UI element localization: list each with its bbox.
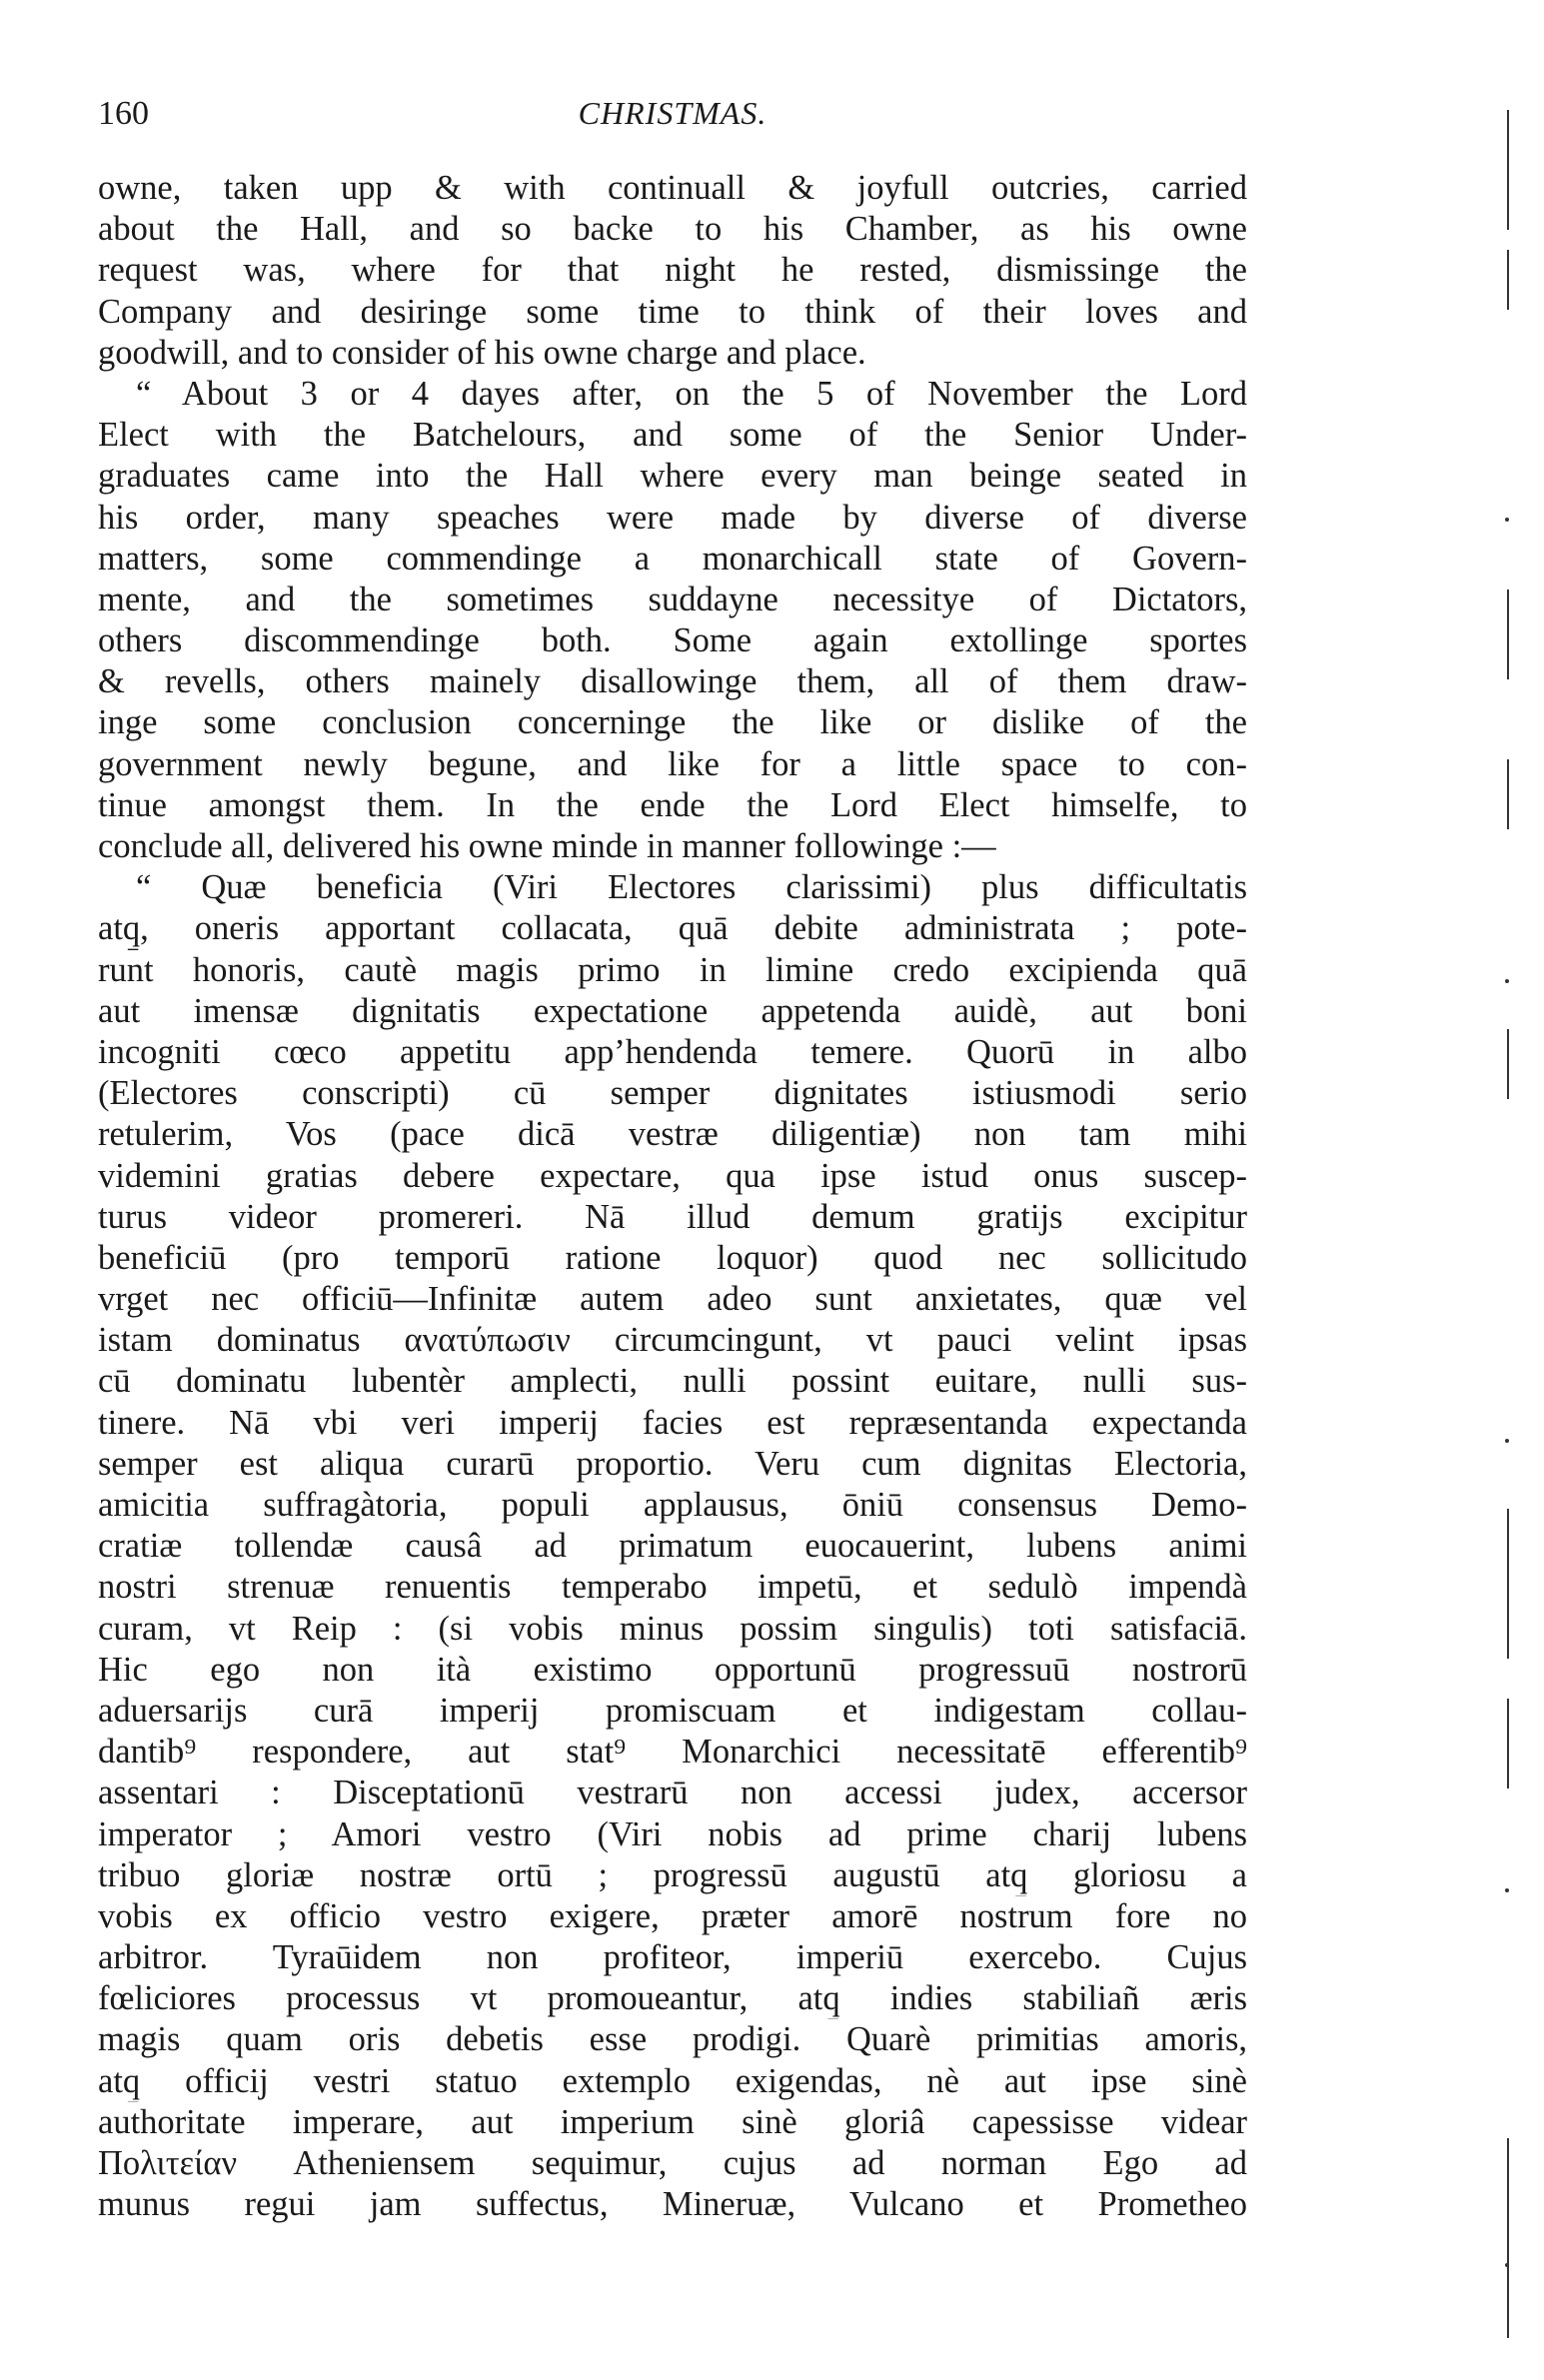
text-line: vobis ex officio vestro exigere, præter amorē nostrum fore no: [98, 1896, 1247, 1935]
text-line: government newly begune, and like for a little space to con-: [98, 744, 1247, 783]
text-line: munus regui jam suffectus, Mineruæ, Vulcano et Prometheo: [98, 2185, 1247, 2224]
text-line: Πολιτείαν Atheniensem sequimur, cujus ad norman Ego ad: [98, 2144, 1247, 2182]
text-line: incogniti cœco appetitu app’hendenda temere. Quorū in albo: [98, 1032, 1247, 1071]
margin-line: [1507, 110, 1509, 230]
margin-line: [1507, 250, 1509, 310]
text-line: dantib⁹ respondere, aut stat⁹ Monarchici necessitatē efferentib⁹: [98, 1733, 1247, 1772]
margin-line: [1507, 590, 1509, 679]
text-line: graduates came into the Hall where every man beinge seated in: [98, 457, 1247, 496]
margin-dot: [1505, 979, 1509, 983]
text-line: “ Quæ beneficia (Viri Electores clarissimi) plus difficultatis: [136, 868, 1247, 907]
text-line: Elect with the Batchelours, and some of the Senior Under-: [98, 416, 1247, 455]
text-line: request was, where for that night he rested, dismissinge the: [98, 251, 1247, 290]
text-line: matters, some commendinge a monarchicall state of Govern-: [98, 539, 1247, 578]
text-line: videmini gratias debere expectare, qua ipse istud onus suscep-: [98, 1156, 1247, 1195]
margin-dot: [1505, 1439, 1509, 1443]
text-line: “ About 3 or 4 dayes after, on the 5 of November the Lord: [136, 374, 1247, 413]
text-line: about the Hall, and so backe to his Chamber, as his owne: [98, 210, 1247, 249]
body-text: [98, 168, 1247, 2225]
text-line: cratiæ tollendæ causâ ad primatum euocauerint, lubens animi: [98, 1527, 1247, 1566]
margin-line: [1507, 1029, 1509, 1099]
margin-line: [1507, 759, 1509, 829]
margin-line: [1507, 1509, 1509, 1659]
text-line: owne, taken upp & with continuall & joyfull outcries, carried: [98, 169, 1247, 207]
text-line: runt honoris, cautè magis primo in limine credo excipienda quā: [98, 950, 1247, 989]
text-line: turus videor promereri. Nā illud demum gratijs excipitur: [98, 1197, 1247, 1236]
running-title: CHRISTMAS.: [578, 95, 768, 131]
text-line: amicitia suffragàtoria, populi applausus, ōniū consensus Demo-: [98, 1486, 1247, 1524]
text-line: imperator ; Amori vestro (Viri nobis ad prime charij lubens: [98, 1814, 1247, 1853]
text-line: inge some conclusion concerninge the like or dislike of the: [98, 703, 1247, 742]
text-line: Company and desiringe some time to think of their loves and: [98, 292, 1247, 331]
text-line: vrget nec officiū—Infinitæ autem adeo sunt anxietates, quæ vel: [98, 1280, 1247, 1319]
text-line: curam, vt Reip : (si vobis minus possim singulis) toti satisfaciā.: [98, 1609, 1247, 1648]
page-header: [98, 95, 1247, 135]
text-line: authoritate imperare, aut imperium sinè gloriâ capessisse videar: [98, 2102, 1247, 2141]
text-line: retulerim, Vos (pace dicā vestræ diligentiæ) non tam mihi: [98, 1115, 1247, 1154]
text-line: aduersarijs curā imperij promiscuam et indigestam collau-: [98, 1691, 1247, 1730]
text-line: semper est aliqua curarū proportio. Veru cum dignitas Electoria,: [98, 1444, 1247, 1483]
text-line: tinue amongst them. In the ende the Lord Elect himselfe, to: [98, 785, 1247, 824]
text-line: cū dominatu lubentèr amplecti, nulli possint euitare, nulli sus-: [98, 1362, 1247, 1401]
text-line: goodwill, and to consider of his owne charge and place.: [98, 333, 866, 372]
text-line: Hic ego non ità existimo opportunū progressuū nostrorū: [98, 1650, 1247, 1689]
text-line: atq̱, oneris apportant collacata, quā debite administrata ; pote-: [98, 909, 1247, 948]
page-number: 160: [98, 95, 149, 132]
text-line: tribuo gloriæ nostræ ortū ; progressū augustū atq̱ gloriosu a: [98, 1855, 1247, 1894]
text-line: assentari : Disceptationū vestrarū non accessi judex, accersor: [98, 1774, 1247, 1812]
text-line: mente, and the sometimes suddayne necessitye of Dictators,: [98, 580, 1247, 618]
text-line: atq̱ officij vestri statuo extemplo exigendas, nè aut ipse sinè: [98, 2061, 1247, 2100]
text-line: conclude all, delivered his owne minde in manner followinge :—: [98, 827, 996, 865]
margin-dot: [1505, 1888, 1509, 1892]
text-line: nostri strenuæ renuentis temperabo impetū, et sedulò impendà: [98, 1568, 1247, 1607]
text-line: beneficiū (pro temporū ratione loquor) quod nec sollicitudo: [98, 1238, 1247, 1277]
text-line: tinere. Nā vbi veri imperij facies est repræsentanda expectanda: [98, 1403, 1247, 1442]
margin-dot: [1505, 2263, 1509, 2267]
text-line: others discommendinge both. Some again extollinge sportes: [98, 621, 1247, 660]
text-line: magis quam oris debetis esse prodigi. Quarè primitias amoris,: [98, 2020, 1247, 2059]
text-line: arbitror. Tyraūidem non profiteor, imperiū exercebo. Cujus: [98, 1938, 1247, 1977]
text-line: & revells, others mainely disallowinge them, all of them draw-: [98, 662, 1247, 701]
margin-dot: [1505, 518, 1509, 522]
margin-line: [1507, 2138, 1509, 2338]
text-line: his order, many speaches were made by diverse of diverse: [98, 498, 1247, 537]
text-line: istam dominatus ανατύπωσιν circumcingunt, vt pauci velint ipsas: [98, 1321, 1247, 1360]
text-line: aut imensæ dignitatis expectatione appetenda auidè, aut boni: [98, 991, 1247, 1030]
text-line: fœliciores processus vt promoueantur, atq̱ indies stabiliañ æris: [98, 1979, 1247, 2018]
margin-line: [1507, 1699, 1509, 1788]
text-line: (Electores conscripti) cū semper dignitates istiusmodi serio: [98, 1074, 1247, 1113]
